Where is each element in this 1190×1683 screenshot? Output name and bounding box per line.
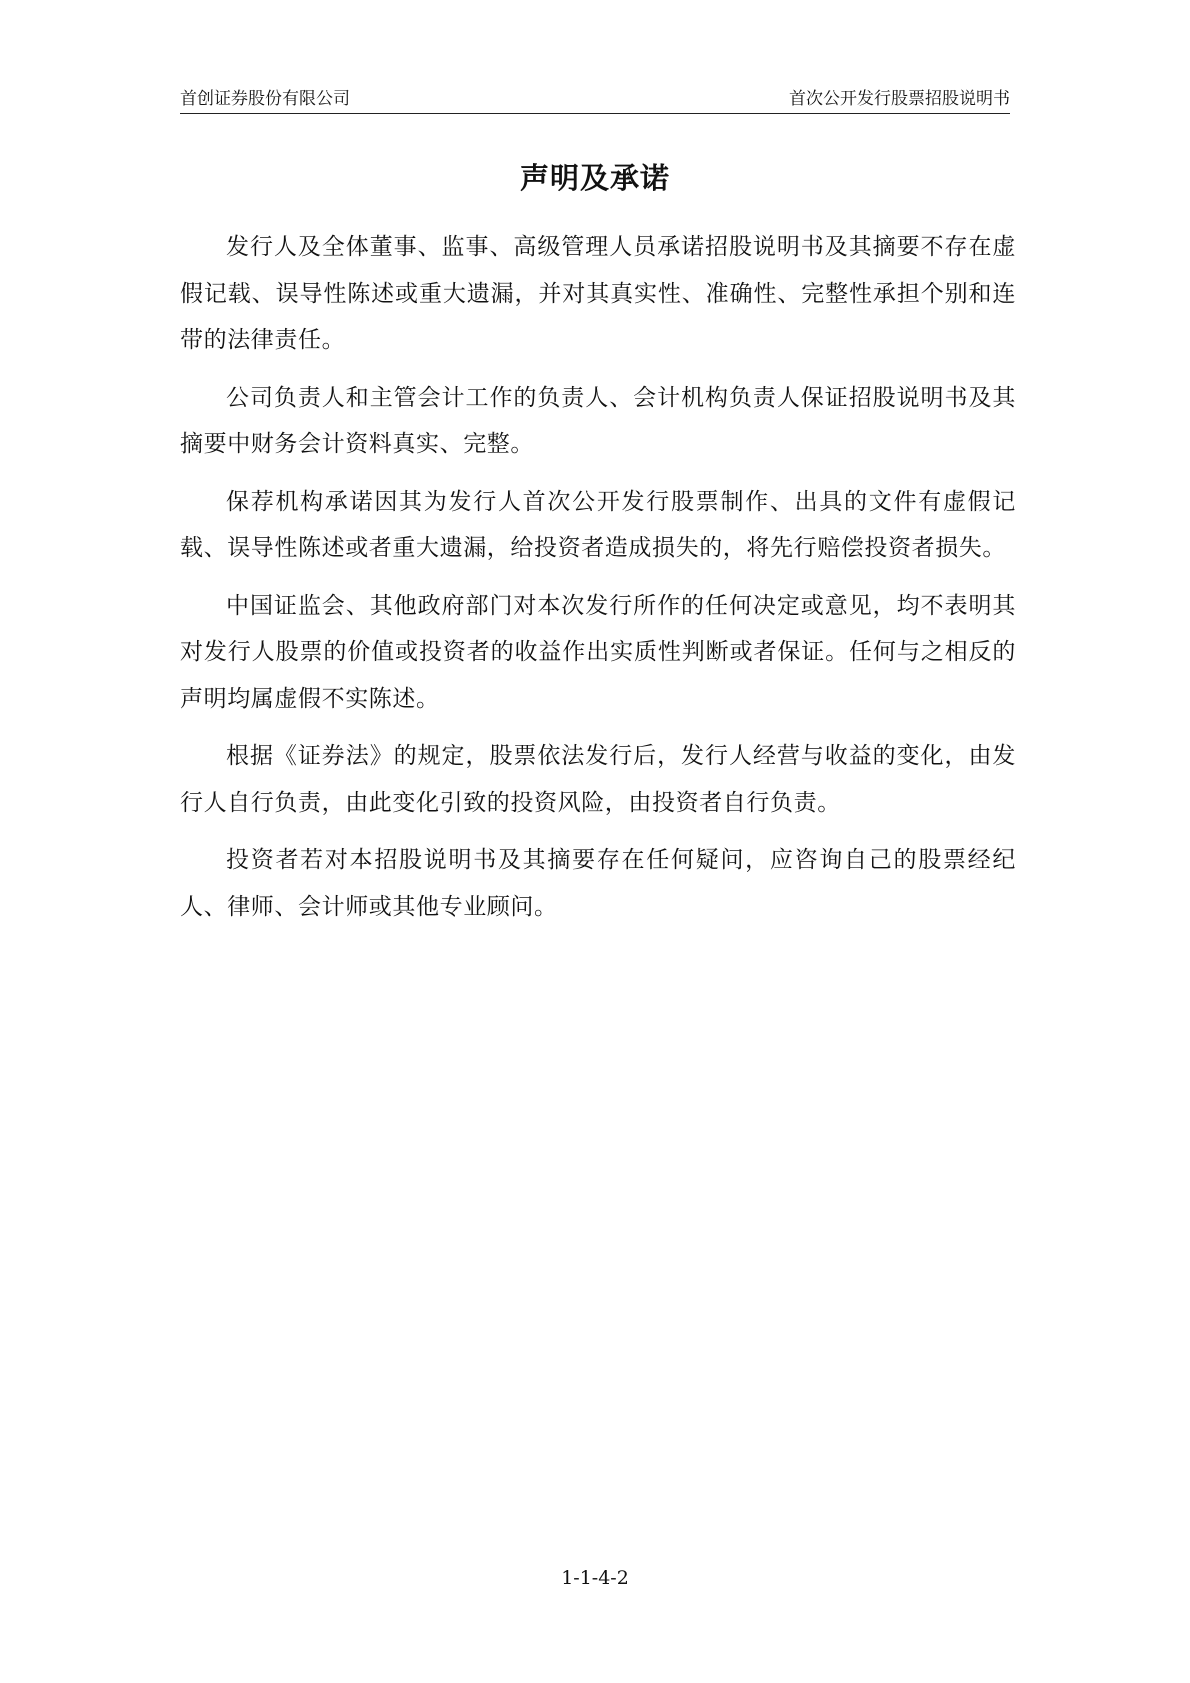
- page-header: [180, 84, 1010, 114]
- page-title: 声明及承诺: [519, 161, 670, 195]
- paragraph-investor-advice: 投资者若对本招股说明书及其摘要存在任何疑问，应咨询自己的股票经纪人、律师、会计师或其他专业顾问。: [180, 847, 1016, 920]
- statement-body: [180, 224, 1016, 941]
- page-number: 1-1-4-2: [561, 1567, 629, 1589]
- paragraph-sponsor-commitment: 保荐机构承诺因其为发行人首次公开发行股票制作、出具的文件有虚假记载、误导性陈述或者重大遗漏，给投资者造成损失的，将先行赔偿投资者损失。: [180, 488, 1016, 561]
- paragraph-securities-law: 根据《证券法》的规定，股票依法发行后，发行人经营与收益的变化，由发行人自行负责，由此变化引致的投资风险，由投资者自行负责。: [180, 743, 1016, 816]
- header-company-name: 首创证券股份有限公司: [180, 89, 350, 109]
- paragraph-regulator-disclaimer: 中国证监会、其他政府部门对本次发行所作的任何决定或意见，均不表明其对发行人股票的价值或投资者的收益作出实质性判断或者保证。任何与之相反的声明均属虚假不实陈述。: [180, 592, 1016, 712]
- paragraph-issuer-commitment: 发行人及全体董事、监事、高级管理人员承诺招股说明书及其摘要不存在虚假记载、误导性陈述或重大遗漏，并对其真实性、准确性、完整性承担个别和连带的法律责任。: [180, 234, 1016, 353]
- header-document-title: 首次公开发行股票招股说明书: [789, 89, 1010, 109]
- paragraph-financial-guarantee: 公司负责人和主管会计工作的负责人、会计机构负责人保证招股说明书及其摘要中财务会计资料真实、完整。: [180, 384, 1016, 457]
